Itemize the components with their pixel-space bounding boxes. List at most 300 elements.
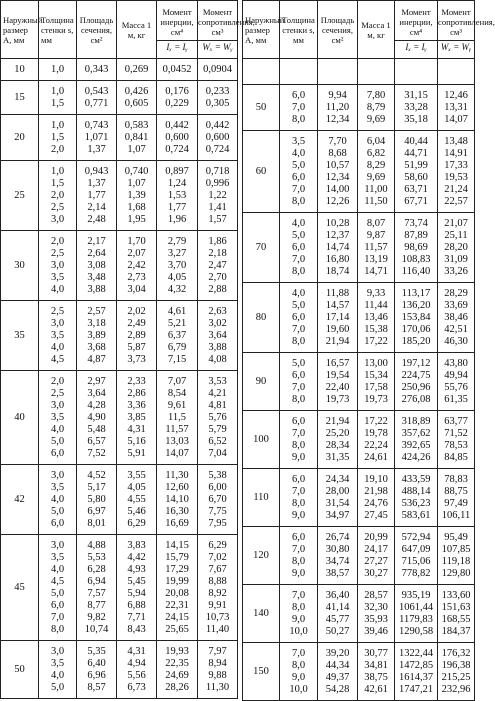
- inertia-value: 3,27: [167, 247, 187, 259]
- modulus-value: 9,91: [208, 599, 227, 611]
- mass-cell: [358, 411, 395, 469]
- mass-cell: [358, 469, 395, 527]
- area-value: 7,70: [328, 135, 347, 147]
- modulus-cell: [198, 465, 238, 535]
- area-value: 2,57: [87, 305, 106, 317]
- area-value: 54,28: [325, 683, 350, 695]
- area-cell: [318, 353, 358, 411]
- table-right-header: [243, 1, 475, 59]
- area-value: 1,37: [87, 177, 106, 189]
- modulus-value: 0,600: [205, 131, 230, 143]
- modulus-value: 25,11: [444, 229, 468, 241]
- area-value: 7,57: [87, 587, 106, 599]
- mass-cell: [117, 371, 157, 465]
- wall-thickness-cell: [280, 469, 318, 527]
- wall-thickness-value: 3,5: [50, 329, 65, 341]
- inertia-cell: [157, 641, 198, 699]
- mass-value: 2,07: [127, 247, 146, 259]
- area-value: 10,74: [84, 623, 109, 635]
- wall-thickness-value: 4,5: [50, 575, 65, 587]
- mass-value: 7,80: [366, 89, 386, 101]
- header-modulus-eq: Wₓ = Wᵧ: [438, 40, 474, 52]
- wall-thickness-value: 4,0: [50, 669, 65, 681]
- inertia-value: 197,12: [401, 357, 431, 369]
- area-value: 10,57: [325, 159, 350, 171]
- wall-thickness-cell: [280, 585, 318, 643]
- inertia-cell: [157, 371, 198, 465]
- modulus-value: 61,35: [444, 393, 468, 405]
- area-value: 2,64: [87, 247, 106, 259]
- modulus-value: 7,02: [208, 551, 227, 563]
- modulus-cell: [198, 59, 238, 81]
- modulus-value: 43,80: [444, 357, 468, 369]
- mass-value: 1,95: [127, 213, 146, 225]
- inertia-value: 185,20: [401, 335, 431, 347]
- table-row: [1, 301, 238, 371]
- modulus-cell: [438, 283, 475, 353]
- area-value: 3,48: [87, 271, 106, 283]
- area-value: 19,60: [325, 323, 350, 335]
- area-value: 16,80: [325, 253, 350, 265]
- empty-cell: [243, 59, 280, 85]
- modulus-value: 1,22: [208, 189, 227, 201]
- inertia-value: 9,61: [167, 399, 187, 411]
- inertia-value: 0,724: [165, 143, 189, 155]
- mass-value: 5,16: [127, 435, 146, 447]
- outer-size-cell: 70: [243, 213, 280, 283]
- mass-value: 20,99: [364, 531, 388, 543]
- inertia-value: 0,442: [165, 119, 189, 131]
- inertia-value: 40,44: [404, 135, 428, 147]
- inertia-value: 170,06: [401, 323, 431, 335]
- area-value: 3,68: [87, 341, 106, 353]
- header-inertia-label: Момент инерции, см⁴: [399, 7, 433, 37]
- table-row: [243, 213, 475, 283]
- outer-size-cell: 30: [1, 231, 39, 301]
- mass-value: 13,00: [364, 357, 388, 369]
- modulus-cell: [198, 81, 238, 115]
- modulus-value: 78,53: [444, 439, 468, 451]
- area-value: 21,94: [325, 415, 350, 427]
- mass-value: 4,42: [127, 551, 146, 563]
- modulus-value: 8,94: [208, 657, 227, 669]
- inertia-value: 153,84: [401, 311, 431, 323]
- table-row: [1, 115, 238, 161]
- header-inertia-eq: Iₓ = Iᵧ: [157, 40, 197, 52]
- inertia-value: 7,07: [167, 375, 187, 387]
- wall-thickness-value: 8,0: [291, 659, 306, 671]
- modulus-value: 33,69: [444, 299, 468, 311]
- mass-value: 3,04: [127, 283, 146, 295]
- area-cell: [77, 535, 117, 641]
- area-value: 30,80: [325, 543, 350, 555]
- mass-value: 8,79: [366, 101, 386, 113]
- wall-thickness-value: 9,0: [291, 451, 306, 463]
- wall-thickness-value: 9,0: [291, 671, 306, 683]
- inertia-value: 20,08: [165, 587, 189, 599]
- wall-thickness-value: 7,0: [291, 101, 306, 113]
- inertia-cell: [395, 469, 438, 527]
- table-left-body: [1, 59, 238, 699]
- inertia-value: 583,61: [401, 509, 431, 521]
- mass-value: 3,83: [127, 539, 146, 551]
- inertia-value: 44,71: [404, 147, 428, 159]
- modulus-cell: [438, 411, 475, 469]
- modulus-value: 19,53: [444, 171, 468, 183]
- inertia-value: 11,57: [165, 423, 189, 435]
- area-value: 22,40: [325, 381, 350, 393]
- wall-thickness-value: 4,0: [291, 147, 306, 159]
- header-modulus: [198, 1, 255, 59]
- inertia-value: 1290,58: [398, 625, 434, 637]
- inertia-value: 87,89: [404, 229, 428, 241]
- wall-thickness-value: 3,5: [50, 481, 65, 493]
- header-inertia-label: Момент инерции, см⁴: [160, 7, 194, 37]
- modulus-value: 1,57: [208, 213, 227, 225]
- modulus-value: 5,76: [208, 411, 227, 423]
- mass-value: 5,91: [127, 447, 146, 459]
- modulus-value: 1,86: [208, 235, 227, 247]
- modulus-value: 2,88: [208, 283, 227, 295]
- wall-thickness-value: 2,0: [50, 143, 65, 155]
- modulus-value: 2,63: [208, 305, 227, 317]
- mass-value: 2,73: [127, 271, 146, 283]
- table-row: [1, 231, 238, 301]
- mass-value: 8,29: [366, 159, 386, 171]
- table-row: [243, 527, 475, 585]
- table-row: [243, 643, 475, 701]
- wall-thickness-value: 7,0: [291, 427, 306, 439]
- table-row: [1, 161, 238, 231]
- area-value: 21,94: [325, 335, 350, 347]
- table-row: [243, 469, 475, 527]
- mass-value: 11,50: [364, 195, 388, 207]
- area-value: 28,00: [325, 485, 350, 497]
- wall-thickness-value: 1,0: [50, 165, 65, 177]
- wall-thickness-cell: [39, 371, 77, 465]
- outer-size-cell: 15: [1, 81, 39, 115]
- mass-value: 8,07: [366, 217, 386, 229]
- modulus-cell: [198, 115, 238, 161]
- inertia-value: 6,37: [167, 329, 187, 341]
- area-value: 5,48: [87, 423, 106, 435]
- wall-thickness-value: 1,5: [50, 177, 65, 189]
- outer-size-cell: 90: [243, 353, 280, 411]
- mass-value: 24,61: [364, 451, 388, 463]
- mass-cell: [117, 59, 157, 81]
- area-value: 5,80: [87, 493, 106, 505]
- modulus-value: 184,37: [441, 625, 471, 637]
- mass-value: 1,07: [127, 177, 146, 189]
- area-value: 8,68: [328, 147, 347, 159]
- mass-value: 35,93: [364, 613, 388, 625]
- inertia-cell: [157, 59, 198, 81]
- modulus-value: 0,718: [205, 165, 230, 177]
- inertia-value: 108,83: [401, 253, 431, 265]
- table-right-body: [243, 59, 475, 701]
- area-cell: [77, 301, 117, 371]
- modulus-value: 4,81: [208, 399, 227, 411]
- area-value: 9,82: [87, 611, 106, 623]
- area-cell: [318, 527, 358, 585]
- modulus-cell: [198, 161, 238, 231]
- modulus-value: 176,32: [441, 647, 471, 659]
- area-value: 12,34: [325, 113, 350, 125]
- wall-thickness-cell: [280, 643, 318, 701]
- area-value: 2,48: [87, 213, 106, 225]
- mass-value: 1,68: [127, 201, 146, 213]
- area-value: 28,34: [325, 439, 350, 451]
- wall-thickness-value: 4,0: [50, 283, 65, 295]
- wall-thickness-value: 8,0: [291, 497, 306, 509]
- inertia-value: 715,06: [401, 555, 431, 567]
- mass-cell: [117, 465, 157, 535]
- mass-value: 6,88: [127, 599, 146, 611]
- modulus-value: 2,70: [208, 271, 227, 283]
- mass-value: 0,426: [124, 85, 149, 97]
- wall-thickness-cell: [280, 527, 318, 585]
- inertia-value: 1,96: [167, 213, 187, 225]
- mass-value: 4,94: [127, 657, 146, 669]
- inertia-value: 19,99: [165, 575, 189, 587]
- mass-value: 2,49: [127, 317, 146, 329]
- area-value: 4,52: [87, 469, 106, 481]
- outer-size-cell: 100: [243, 411, 280, 469]
- area-value: 14,00: [325, 183, 350, 195]
- area-value: 10,28: [325, 217, 350, 229]
- modulus-value: 10,73: [205, 611, 230, 623]
- inertia-value: 1,53: [167, 189, 187, 201]
- wall-thickness-value: 4,0: [50, 563, 65, 575]
- mass-value: 0,605: [124, 97, 149, 109]
- area-value: 14,57: [325, 299, 350, 311]
- wall-thickness-value: 4,0: [291, 287, 306, 299]
- inertia-cell: [395, 411, 438, 469]
- inertia-value: 16,69: [165, 517, 189, 529]
- wall-thickness-value: 2,5: [50, 305, 65, 317]
- mass-value: 2,33: [127, 375, 146, 387]
- wall-thickness-value: 6,0: [291, 171, 306, 183]
- wall-thickness-value: 6,0: [291, 89, 306, 101]
- area-value: 4,87: [87, 353, 106, 365]
- mass-value: 6,04: [366, 135, 386, 147]
- wall-thickness-value: 7,0: [291, 543, 306, 555]
- mass-value: 6,29: [127, 517, 146, 529]
- inertia-value: 1322,44: [398, 647, 434, 659]
- area-cell: [77, 231, 117, 301]
- modulus-value: 31,09: [444, 253, 468, 265]
- modulus-value: 22,57: [444, 195, 468, 207]
- wall-thickness-value: 8,0: [291, 265, 306, 277]
- mass-value: 4,93: [127, 563, 146, 575]
- inertia-value: 1614,37: [398, 671, 434, 683]
- modulus-value: 49,94: [444, 369, 468, 381]
- inertia-value: 392,65: [401, 439, 431, 451]
- wall-thickness-value: 8,0: [291, 555, 306, 567]
- modulus-value: 5,79: [208, 423, 227, 435]
- outer-size-cell: 42: [1, 465, 39, 535]
- table-row: [243, 353, 475, 411]
- inertia-value: 58,60: [404, 171, 428, 183]
- modulus-cell: [198, 641, 238, 699]
- modulus-value: 21,07: [444, 217, 468, 229]
- mass-value: 1,70: [127, 235, 146, 247]
- mass-value: 13,19: [364, 253, 388, 265]
- empty-cell: [280, 59, 318, 85]
- modulus-value: 5,38: [208, 469, 227, 481]
- inertia-value: 31,15: [404, 89, 428, 101]
- modulus-value: 7,67: [208, 563, 227, 575]
- mass-value: 34,81: [364, 659, 388, 671]
- mass-value: 30,77: [364, 647, 388, 659]
- modulus-value: 71,52: [444, 427, 468, 439]
- inertia-value: 488,14: [401, 485, 431, 497]
- mass-value: 3,55: [127, 469, 146, 481]
- area-value: 6,28: [87, 563, 106, 575]
- wall-thickness-value: 4,0: [50, 341, 65, 353]
- header-inertia: [157, 1, 198, 59]
- wall-thickness-value: 2,5: [50, 247, 65, 259]
- area-cell: [77, 161, 117, 231]
- wall-thickness-value: 4,0: [291, 217, 306, 229]
- area-value: 7,52: [87, 447, 106, 459]
- table-row: [243, 131, 475, 213]
- inertia-value: 433,59: [401, 473, 431, 485]
- inertia-value: 11,30: [165, 469, 189, 481]
- area-cell: [77, 641, 117, 699]
- inertia-value: 33,28: [404, 101, 428, 113]
- modulus-cell: [198, 301, 238, 371]
- wall-thickness-value: 5,0: [50, 505, 65, 517]
- area-cell: [77, 371, 117, 465]
- mass-cell: [117, 641, 157, 699]
- area-value: 5,53: [87, 551, 106, 563]
- wall-thickness-value: 5,0: [291, 159, 306, 171]
- modulus-value: 119,18: [441, 555, 471, 567]
- inertia-value: 19,93: [165, 645, 189, 657]
- inertia-value: 116,40: [401, 265, 431, 277]
- header-outer-size: Наружный размер A, мм: [243, 1, 280, 59]
- wall-thickness-value: 5,0: [291, 357, 306, 369]
- area-value: 19,73: [325, 393, 350, 405]
- area-value: 5,35: [87, 645, 106, 657]
- inertia-value: 778,82: [401, 567, 431, 579]
- inertia-value: 318,89: [401, 415, 431, 427]
- inertia-value: 1179,83: [399, 613, 433, 625]
- modulus-cell: [438, 643, 475, 701]
- modulus-value: 3,64: [208, 329, 227, 341]
- wall-thickness-value: 3,0: [50, 259, 65, 271]
- modulus-value: 0,996: [205, 177, 230, 189]
- wall-thickness-value: 6,0: [50, 517, 65, 529]
- wall-thickness-value: 7,0: [291, 253, 306, 265]
- mass-value: 39,46: [364, 625, 388, 637]
- wall-thickness-value: 3,5: [291, 135, 306, 147]
- wall-thickness-cell: [39, 301, 77, 371]
- wall-thickness-value: 2,5: [50, 387, 65, 399]
- modulus-value: 21,24: [444, 183, 468, 195]
- area-value: 4,28: [87, 399, 106, 411]
- wall-thickness-value: 1,0: [50, 85, 65, 97]
- mass-value: 3,73: [127, 353, 146, 365]
- mass-value: 24,17: [364, 543, 388, 555]
- wall-thickness-value: 4,0: [50, 493, 65, 505]
- outer-size-cell: 150: [243, 643, 280, 701]
- modulus-value: 42,51: [444, 323, 468, 335]
- mass-cell: [117, 115, 157, 161]
- inertia-cell: [395, 213, 438, 283]
- table-row: [243, 85, 475, 131]
- area-value: 5,17: [87, 481, 106, 493]
- mass-value: 42,61: [364, 683, 388, 695]
- table-row: [1, 59, 238, 81]
- outer-size-cell: 120: [243, 527, 280, 585]
- inertia-value: 51,99: [404, 159, 428, 171]
- modulus-value: 151,63: [441, 601, 471, 613]
- modulus-cell: [438, 131, 475, 213]
- wall-thickness-value: 8,0: [291, 335, 306, 347]
- area-value: 16,57: [325, 357, 350, 369]
- area-value: 4,88: [87, 539, 106, 551]
- mass-value: 5,46: [127, 505, 146, 517]
- modulus-value: 6,52: [208, 435, 227, 447]
- table-row: [243, 585, 475, 643]
- inertia-cell: [157, 301, 198, 371]
- outer-size-cell: 35: [1, 301, 39, 371]
- modulus-value: 6,29: [208, 539, 227, 551]
- mass-value: 2,42: [127, 259, 146, 271]
- wall-thickness-cell: [39, 465, 77, 535]
- mass-value: 4,31: [127, 423, 146, 435]
- area-value: 24,34: [325, 473, 350, 485]
- modulus-value: 11,30: [205, 681, 230, 693]
- area-value: 12,34: [325, 171, 350, 183]
- mass-cell: [358, 213, 395, 283]
- inertia-value: 24,15: [165, 611, 189, 623]
- inertia-cell: [157, 231, 198, 301]
- mass-value: 1,39: [127, 189, 146, 201]
- inertia-cell: [157, 161, 198, 231]
- modulus-value: 0,442: [205, 119, 230, 131]
- area-cell: [318, 283, 358, 353]
- wall-thickness-value: 5,0: [50, 681, 65, 693]
- area-value: 9,94: [328, 89, 347, 101]
- table-left-header: [1, 1, 238, 59]
- mass-value: 4,55: [127, 493, 146, 505]
- table-row: [1, 81, 238, 115]
- modulus-cell: [198, 371, 238, 465]
- area-value: 2,14: [87, 201, 106, 213]
- inertia-value: 5,21: [167, 317, 187, 329]
- inertia-value: 536,23: [401, 497, 431, 509]
- mass-value: 22,24: [364, 439, 388, 451]
- outer-size-cell: 60: [243, 131, 280, 213]
- inertia-cell: [395, 527, 438, 585]
- mass-value: 9,69: [366, 113, 386, 125]
- header-wall-thickness: Толщина стенки s, мм: [280, 1, 318, 59]
- modulus-value: 8,88: [208, 575, 227, 587]
- wall-thickness-cell: [280, 283, 318, 353]
- outer-size-cell: 40: [1, 371, 39, 465]
- mass-cell: [117, 301, 157, 371]
- modulus-value: 0,233: [205, 85, 230, 97]
- area-value: 50,27: [325, 625, 350, 637]
- modulus-value: 196,38: [441, 659, 471, 671]
- header-mass: Масса 1 м, кг: [358, 1, 395, 59]
- inertia-value: 0,600: [165, 131, 189, 143]
- inertia-value: 224,75: [401, 369, 431, 381]
- modulus-value: 7,97: [208, 645, 227, 657]
